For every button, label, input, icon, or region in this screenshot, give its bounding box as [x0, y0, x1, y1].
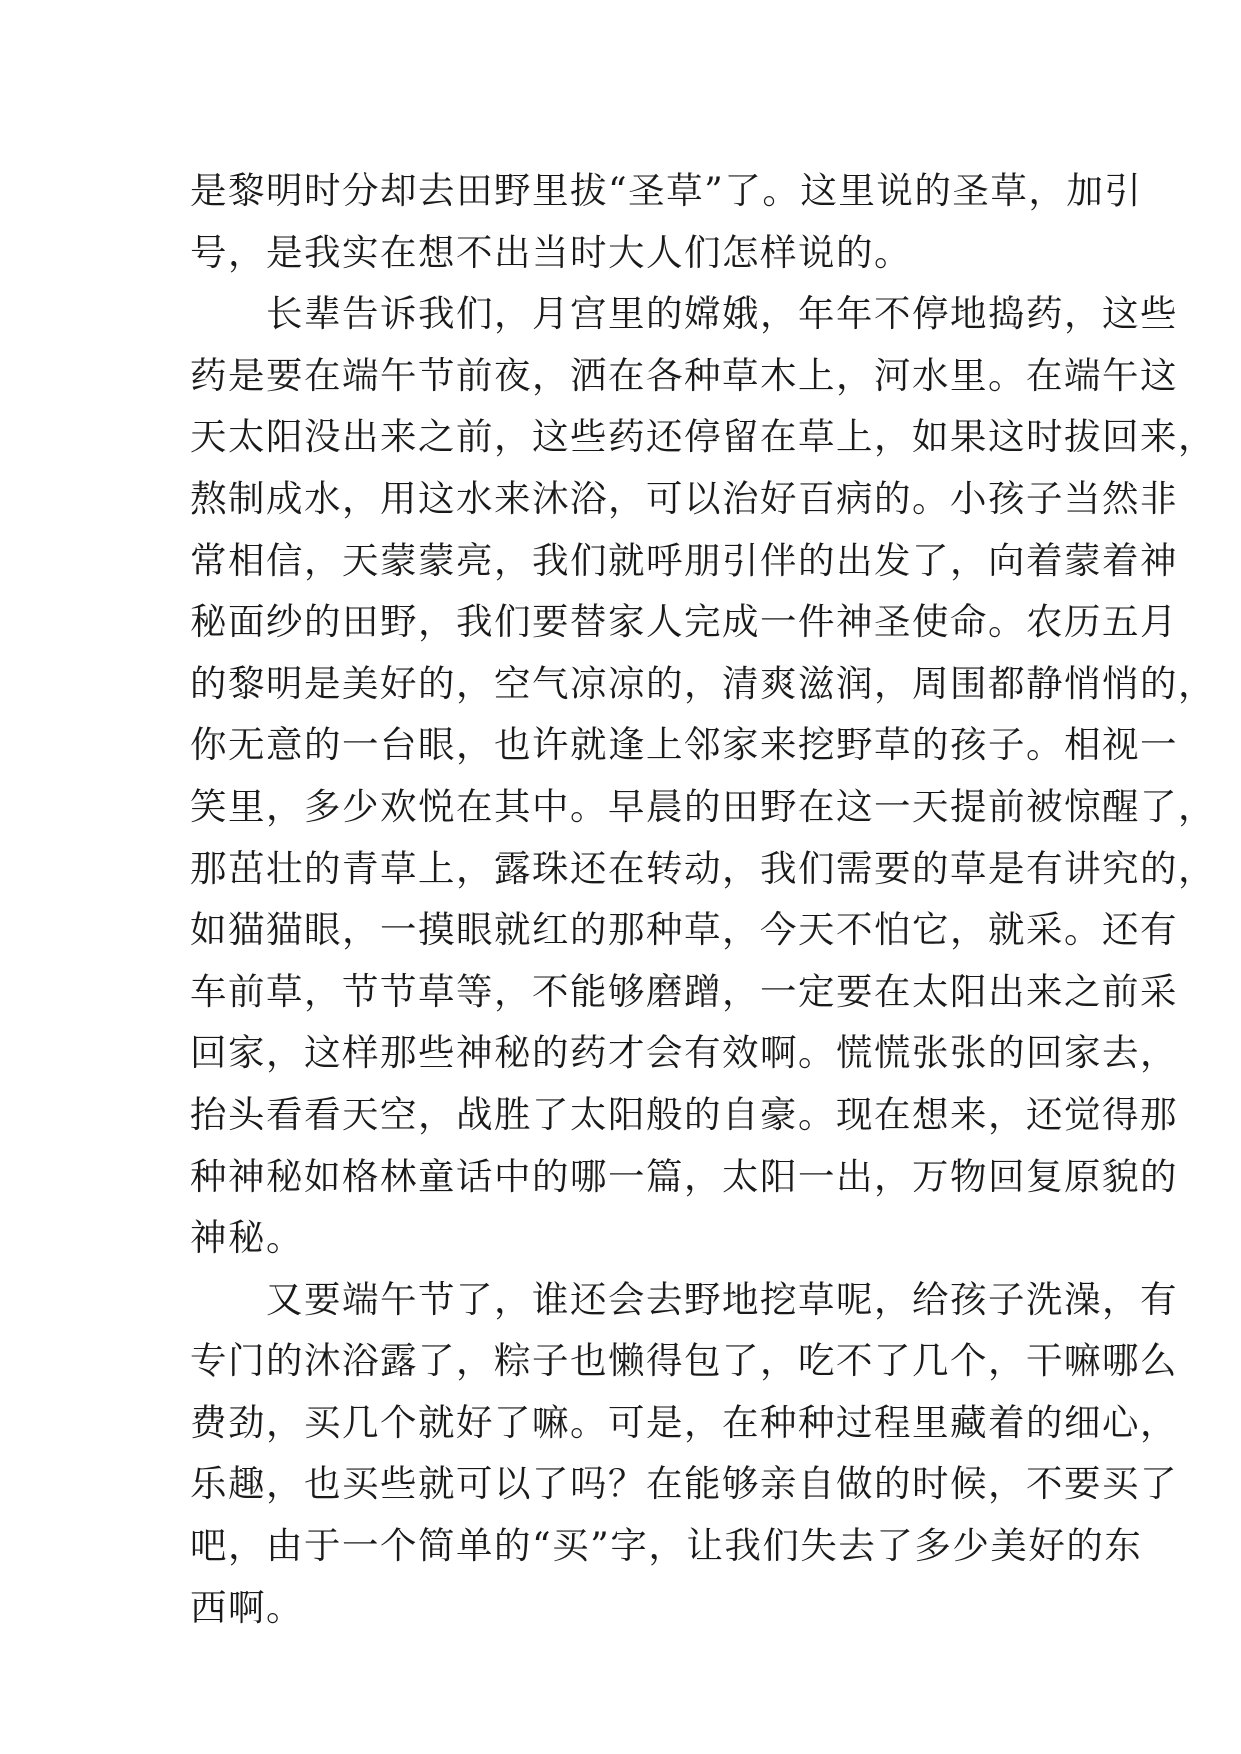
text-line-22: 乐趣，也买些就可以了吗？在能够亲自做的时候，不要买了	[190, 1462, 1178, 1506]
text-line-24: 西啊。	[190, 1585, 304, 1629]
text-line-3-paragraph-start: 长辈告诉我们，月宫里的嫦娥，年年不停地捣药，这些	[266, 292, 1178, 336]
text-line-23: 吧，由于一个简单的“买”字，让我们失去了多少美好的东	[190, 1524, 1143, 1568]
text-line-16: 抬头看看天空，战胜了太阳般的自豪。现在想来，还觉得那	[190, 1092, 1178, 1136]
text-line-15: 回家，这样那些神秘的药才会有效啊。慌慌张张的回家去，	[190, 1031, 1178, 1075]
text-line-12: 那茁壮的青草上，露珠还在转动，我们需要的草是有讲究的，	[190, 846, 1216, 890]
body-text	[190, 160, 1216, 1638]
text-line-10: 你无意的一台眼，也许就逢上邻家来挖野草的孩子。相视一	[190, 723, 1178, 767]
text-line-1: 是黎明时分却去田野里拔“圣草”了。这里说的圣草，加引	[190, 169, 1143, 212]
text-line-7: 常相信，天蒙蒙亮，我们就呼朋引伴的出发了，向着蒙着神	[190, 538, 1178, 582]
text-line-21: 费劲，买几个就好了嘛。可是，在种种过程里藏着的细心，	[190, 1400, 1178, 1444]
text-line-5: 天太阳没出来之前，这些药还停留在草上，如果这时拔回来，	[190, 415, 1216, 459]
text-line-11: 笑里，多少欢悦在其中。早晨的田野在这一天提前被惊醒了，	[190, 784, 1216, 828]
text-line-4: 药是要在端午节前夜，洒在各种草木上，河水里。在端午这	[190, 353, 1178, 397]
text-line-13: 如猫猫眼，一摸眼就红的那种草，今天不怕它，就采。还有	[190, 908, 1178, 952]
text-line-9: 的黎明是美好的，空气凉凉的，清爽滋润，周围都静悄悄的，	[190, 661, 1216, 705]
text-line-2: 号，是我实在想不出当时大人们怎样说的。	[190, 230, 912, 274]
text-line-19-paragraph-start: 又要端午节了，谁还会去野地挖草呢，给孩子洗澡，有	[266, 1277, 1178, 1321]
text-line-6: 熬制成水，用这水来沐浴，可以治好百病的。小孩子当然非	[190, 476, 1178, 520]
text-line-17: 种神秘如格林童话中的哪一篇，太阳一出，万物回复原貌的	[190, 1154, 1178, 1198]
text-line-18: 神秘。	[190, 1216, 304, 1260]
text-line-14: 车前草，节节草等，不能够磨蹭，一定要在太阳出来之前采	[190, 969, 1178, 1013]
text-line-20: 专门的沐浴露了，粽子也懒得包了，吃不了几个，干嘛哪么	[190, 1339, 1178, 1383]
text-line-8: 秘面纱的田野，我们要替家人完成一件神圣使命。农历五月	[190, 600, 1178, 644]
